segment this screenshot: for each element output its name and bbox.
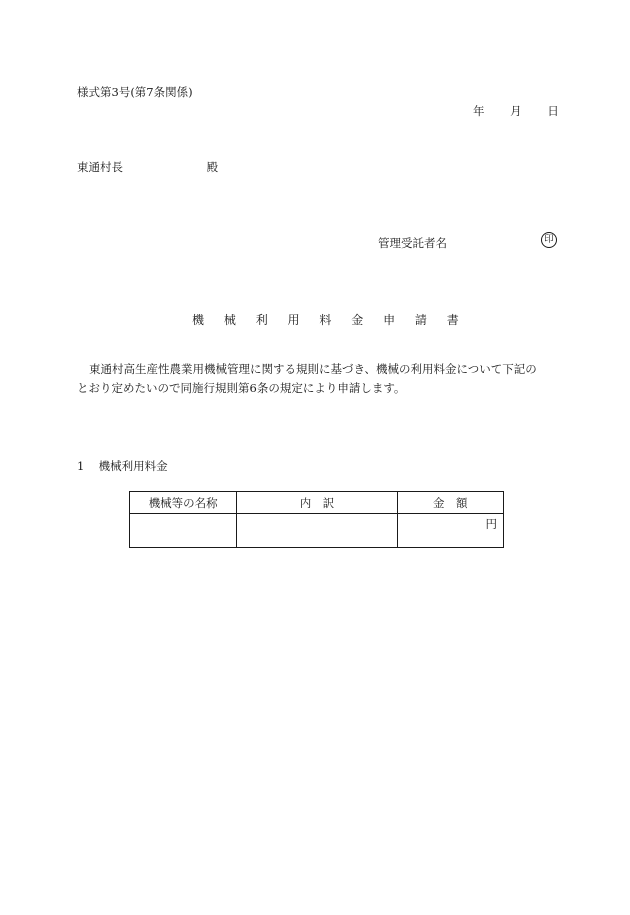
title-char: 料 xyxy=(319,313,332,327)
section-heading xyxy=(77,458,168,474)
table-header-row xyxy=(130,492,504,514)
addressee-name: 東通村長 xyxy=(77,160,123,174)
addressee xyxy=(77,159,218,175)
date-month-label: 月 xyxy=(510,104,522,118)
date-year-label: 年 xyxy=(473,104,485,118)
header-breakdown: 内 訳 xyxy=(237,492,397,514)
cell-machine-name xyxy=(130,514,237,548)
header-machine-name: 機械等の名称 xyxy=(130,492,237,514)
title-char: 書 xyxy=(446,313,459,327)
title-char: 利 xyxy=(255,313,268,327)
title-char: 用 xyxy=(287,313,300,327)
addressee-honorific: 殿 xyxy=(206,160,219,174)
date-day-label: 日 xyxy=(547,104,559,118)
body-line-1: 東通村高生産性農業用機械管理に関する規則に基づき、機械の利用料金について下記の xyxy=(89,362,537,376)
fee-table xyxy=(129,491,504,548)
title-char: 械 xyxy=(223,313,236,327)
form-number: 様式第3号(第7条関係) xyxy=(77,85,193,99)
title-char: 金 xyxy=(351,313,364,327)
section-title: 機械利用料金 xyxy=(98,459,168,473)
yen-unit: 円 xyxy=(485,517,497,531)
title-char: 機 xyxy=(192,313,205,327)
section-number: 1 xyxy=(77,459,85,473)
cell-breakdown xyxy=(237,514,397,548)
cell-amount xyxy=(397,514,503,548)
title-char: 申 xyxy=(383,313,396,327)
table-row xyxy=(130,514,504,548)
applicant-name-label: 管理受託者名 xyxy=(378,236,447,250)
body-line-2: とおり定めたいので同施行規則第6条の規定により申請します。 xyxy=(77,381,406,395)
document-title xyxy=(192,311,475,328)
seal-mark: 印 xyxy=(541,232,557,248)
body-paragraph xyxy=(77,360,561,398)
title-char: 請 xyxy=(414,313,427,327)
date-line xyxy=(473,103,559,119)
header-amount: 金 額 xyxy=(397,492,503,514)
